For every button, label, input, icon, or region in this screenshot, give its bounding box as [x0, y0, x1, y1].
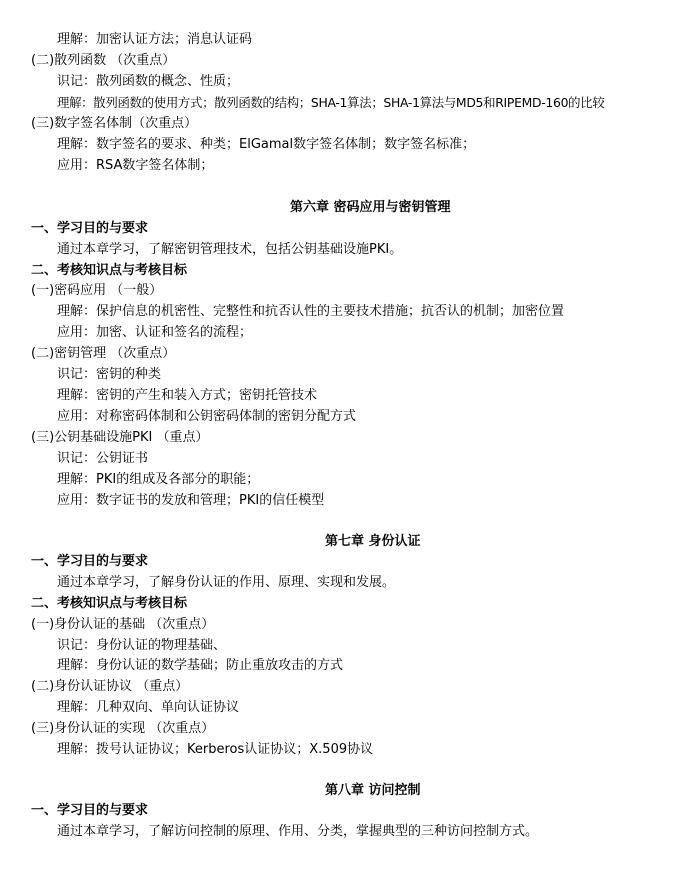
text-line: 理解：保护信息的机密性、完整性和抗否认性的主要技术措施；抗否认的机制；加密位置 — [57, 304, 565, 319]
text-line: 通过本章学习，了解身份认证的作用、原理、实现和发展。 — [57, 575, 396, 590]
text-line: 应用：加密、认证和签名的流程； — [57, 325, 253, 340]
text-line: 通过本章学习，了解密钥管理技术，包括公钥基础设施PKI。 — [57, 242, 403, 257]
subsection-heading: (一)密码应用 （一般） — [31, 283, 163, 298]
text-line: 应用：RSA数字签名体制； — [57, 158, 214, 173]
text-line: 应用：数字证书的发放和管理；PKI的信任模型 — [57, 493, 325, 508]
text-line: 理解：PKI的组成及各部分的职能； — [57, 472, 260, 487]
text-line: 识记：密钥的种类 — [57, 367, 162, 382]
section-heading: 二、考核知识点与考核目标 — [31, 263, 188, 278]
subsection-heading: (二)散列函数 （次重点） — [31, 53, 176, 68]
text-line: 理解：身份认证的数学基础；防止重放攻击的方式 — [57, 658, 344, 673]
chapter-title: 第八章 访问控制 — [325, 783, 421, 798]
text-line: 理解：散列函数的使用方式；散列函数的结构；SHA-1算法；SHA-1算法与MD5和RIPEMD-160的比较 — [57, 95, 605, 110]
text-line: 理解：数字签名的要求、种类；ElGamal数字签名体制；数字签名标准； — [57, 137, 476, 152]
section-heading: 二、考核知识点与考核目标 — [31, 596, 188, 611]
text-line: 识记：身份认证的物理基础、 — [57, 638, 227, 653]
subsection-heading: (三)公钥基础设施PKI （重点） — [31, 430, 209, 445]
section-heading: 一、学习目的与要求 — [31, 221, 149, 236]
text-line: 通过本章学习，了解访问控制的原理、作用、分类，掌握典型的三种访问控制方式。 — [57, 824, 539, 839]
text-line: 应用：对称密码体制和公钥密码体制的密钥分配方式 — [57, 409, 357, 424]
text-line: 理解：加密认证方法；消息认证码 — [57, 32, 253, 47]
text-line: 识记：散列函数的概念、性质； — [57, 74, 240, 89]
section-heading: 一、学习目的与要求 — [31, 554, 149, 569]
subsection-heading: (二)密钥管理 （次重点） — [31, 346, 176, 361]
text-line: 识记：公钥证书 — [57, 451, 149, 466]
text-line: 理解：密钥的产生和装入方式；密钥托管技术 — [57, 388, 318, 403]
text-line: 理解：几种双向、单向认证协议 — [57, 700, 240, 715]
subsection-heading: (三)数字签名体制（次重点） — [31, 116, 198, 131]
section-heading: 一、学习目的与要求 — [31, 803, 149, 818]
text-line: 理解：拨号认证协议；Kerberos认证协议；X.509协议 — [57, 742, 374, 757]
subsection-heading: (三)身份认证的实现 （次重点） — [31, 721, 215, 736]
chapter-title: 第七章 身份认证 — [325, 534, 421, 549]
subsection-heading: (二)身份认证协议 （重点） — [31, 679, 189, 694]
subsection-heading: (一)身份认证的基础 （次重点） — [31, 617, 215, 632]
chapter-title: 第六章 密码应用与密钥管理 — [290, 200, 451, 215]
